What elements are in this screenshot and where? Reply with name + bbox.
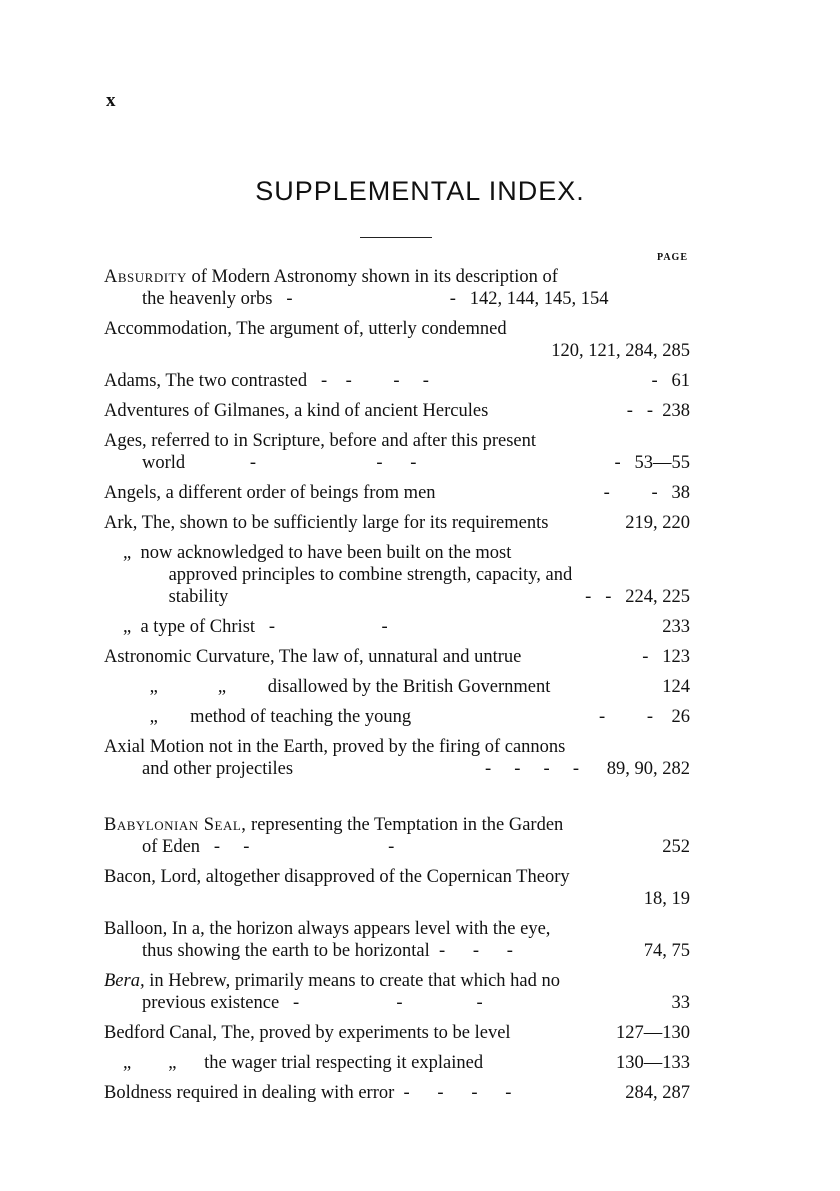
index-entry-text: Balloon, In a, the horizon always appears level with the eye, — [104, 919, 551, 939]
index-entry — [104, 512, 690, 534]
index-entry-text: Angels, a different order of beings from men — [104, 483, 436, 503]
index-entry-line — [104, 646, 690, 668]
index-entry-page-ref: 33 — [671, 993, 690, 1013]
index-entry-line — [104, 836, 690, 858]
index-entry-page-ref: 74, 75 — [643, 941, 690, 961]
index-entry-headword: Absurdity — [104, 267, 187, 287]
index-entry-line — [104, 1022, 690, 1044]
index-entry-headword: Babylonian Seal, — [104, 815, 247, 835]
index-entry-page-ref: 219, 220 — [625, 513, 690, 533]
index-entry-line — [104, 482, 690, 504]
index-entry-text: and other projectiles — [142, 759, 294, 779]
index-entry-page-ref: - 61 — [651, 371, 690, 391]
index-entry-line — [104, 400, 690, 422]
index-entry-page-ref: - - 224, 225 — [585, 587, 690, 607]
index-entry — [104, 676, 690, 698]
index-entry-text: Bera, in Hebrew, primarily means to create that which had no — [104, 971, 561, 991]
page-number: x — [106, 90, 116, 111]
index-entry-page-ref: 252 — [662, 837, 690, 857]
index-entry-line — [104, 758, 690, 780]
index-entry-page-ref: 233 — [662, 617, 690, 637]
index-entry — [104, 542, 690, 608]
index-entry-line — [104, 866, 690, 888]
index-entry-text: Babylonian Seal, representing the Temptation in the Garden — [104, 815, 564, 835]
index-entry-page-ref: - - 238 — [626, 401, 690, 421]
index-entry-page-ref: - - 26 — [599, 707, 690, 727]
page-column-heading: PAGE — [656, 252, 688, 263]
index-entry-page-ref: - - 38 — [603, 483, 690, 503]
index-entry-text: Boldness required in dealing with error - - - - — [104, 1083, 512, 1103]
index-entry-line — [104, 318, 690, 340]
index-entry-text: thus showing the earth to be horizontal - - - — [142, 941, 513, 961]
index-entry — [104, 970, 690, 1014]
index-entry-text: „ „ disallowed by the British Government — [149, 677, 551, 697]
index-entry — [104, 616, 690, 638]
index-entry-text: „ method of teaching the young — [149, 707, 412, 727]
index-entry-page-ref: - 53—55 — [614, 453, 690, 473]
index-entry-text: Absurdity of Modern Astronomy shown in its description of — [104, 267, 558, 287]
index-entry-text: previous existence - - - — [142, 993, 483, 1013]
index-entry — [104, 646, 690, 668]
index-entry-text: Astronomic Curvature, The law of, unnatural and untrue — [104, 647, 522, 667]
index-entry-line — [104, 676, 690, 698]
index-entry-text: „ now acknowledged to have been built on the most — [123, 543, 512, 563]
index-entry-page-ref: 284, 287 — [625, 1083, 690, 1103]
index-entry — [104, 866, 690, 910]
index-entry — [104, 918, 690, 962]
index-entry — [104, 266, 690, 310]
index-entry-line — [104, 542, 690, 564]
index-entry — [104, 318, 690, 362]
index-entry-text: stability — [168, 587, 229, 607]
index-entry-page-ref: - - - - 89, 90, 282 — [484, 759, 690, 779]
index-entry-text: Adventures of Gilmanes, a kind of ancient Hercules — [104, 401, 489, 421]
index-entry-line — [104, 340, 690, 362]
index-entry-line — [104, 266, 690, 288]
index-entry — [104, 400, 690, 422]
index-entry-headword: Bera, — [104, 971, 145, 991]
index-entry-text: the heavenly orbs - - 142, 144, 145, 154 — [142, 289, 609, 309]
index-entry — [104, 370, 690, 392]
index-entry-text: Axial Motion not in the Earth, proved by the firing of cannons — [104, 737, 566, 757]
index-entry-line — [104, 992, 690, 1014]
index-entry — [104, 736, 690, 780]
page-title: SUPPLEMENTAL INDEX. — [255, 176, 585, 206]
index-entry-line — [104, 1082, 690, 1104]
index-entry-line — [104, 564, 690, 586]
index-entry — [104, 1022, 690, 1044]
index-entry — [104, 706, 690, 728]
index-entry-line — [104, 970, 690, 992]
index-entry-text: „ a type of Christ - - — [123, 617, 388, 637]
index-entry — [104, 1052, 690, 1074]
index-entry-line — [104, 430, 690, 452]
index-entries — [104, 266, 690, 1104]
index-entry-text: approved principles to combine strength, capacity, and — [168, 565, 573, 585]
index-entry-line — [104, 888, 690, 910]
index-entry-line — [104, 940, 690, 962]
index-entry-text: Bacon, Lord, altogether disapproved of the Copernican Theory — [104, 867, 570, 887]
index-entry-text: Bedford Canal, The, proved by experiments to be level — [104, 1023, 511, 1043]
index-entry-line — [104, 586, 690, 608]
index-entry-text: world - - - — [142, 453, 417, 473]
index-entry-line — [104, 512, 690, 534]
index-entry-line — [104, 1052, 690, 1074]
index-entry-text: Accommodation, The argument of, utterly condemned — [104, 319, 507, 339]
index-entry-page-ref: 124 — [662, 677, 690, 697]
index-entry-line — [104, 616, 690, 638]
index-entry — [104, 1082, 690, 1104]
index-entry-line — [104, 814, 690, 836]
index-entry-page-ref: 18, 19 — [643, 889, 690, 909]
index-entry-line — [104, 370, 690, 392]
index-entry-text: of Eden - - - — [142, 837, 395, 857]
index-entry-page-ref: - 123 — [642, 647, 690, 667]
index-entry-text: Ages, referred to in Scripture, before and after this present — [104, 431, 537, 451]
index-entry-line — [104, 918, 690, 940]
index-entry-text: Adams, The two contrasted - - - - — [104, 371, 429, 391]
index-entry — [104, 482, 690, 504]
index-entry-line — [104, 452, 690, 474]
title-divider — [360, 237, 432, 238]
index-entry — [104, 814, 690, 858]
index-entry-text: „ „ the wager trial respecting it explained — [123, 1053, 484, 1073]
index-entry-text: Ark, The, shown to be sufficiently large for its requirements — [104, 513, 549, 533]
index-entry-line — [104, 736, 690, 758]
index-entry-page-ref: 130—133 — [616, 1053, 690, 1073]
index-entry-line — [104, 288, 690, 310]
index-entry-page-ref: 120, 121, 284, 285 — [551, 341, 690, 361]
index-entry-page-ref: 127—130 — [616, 1023, 690, 1043]
index-entry-line — [104, 706, 690, 728]
index-entry — [104, 430, 690, 474]
